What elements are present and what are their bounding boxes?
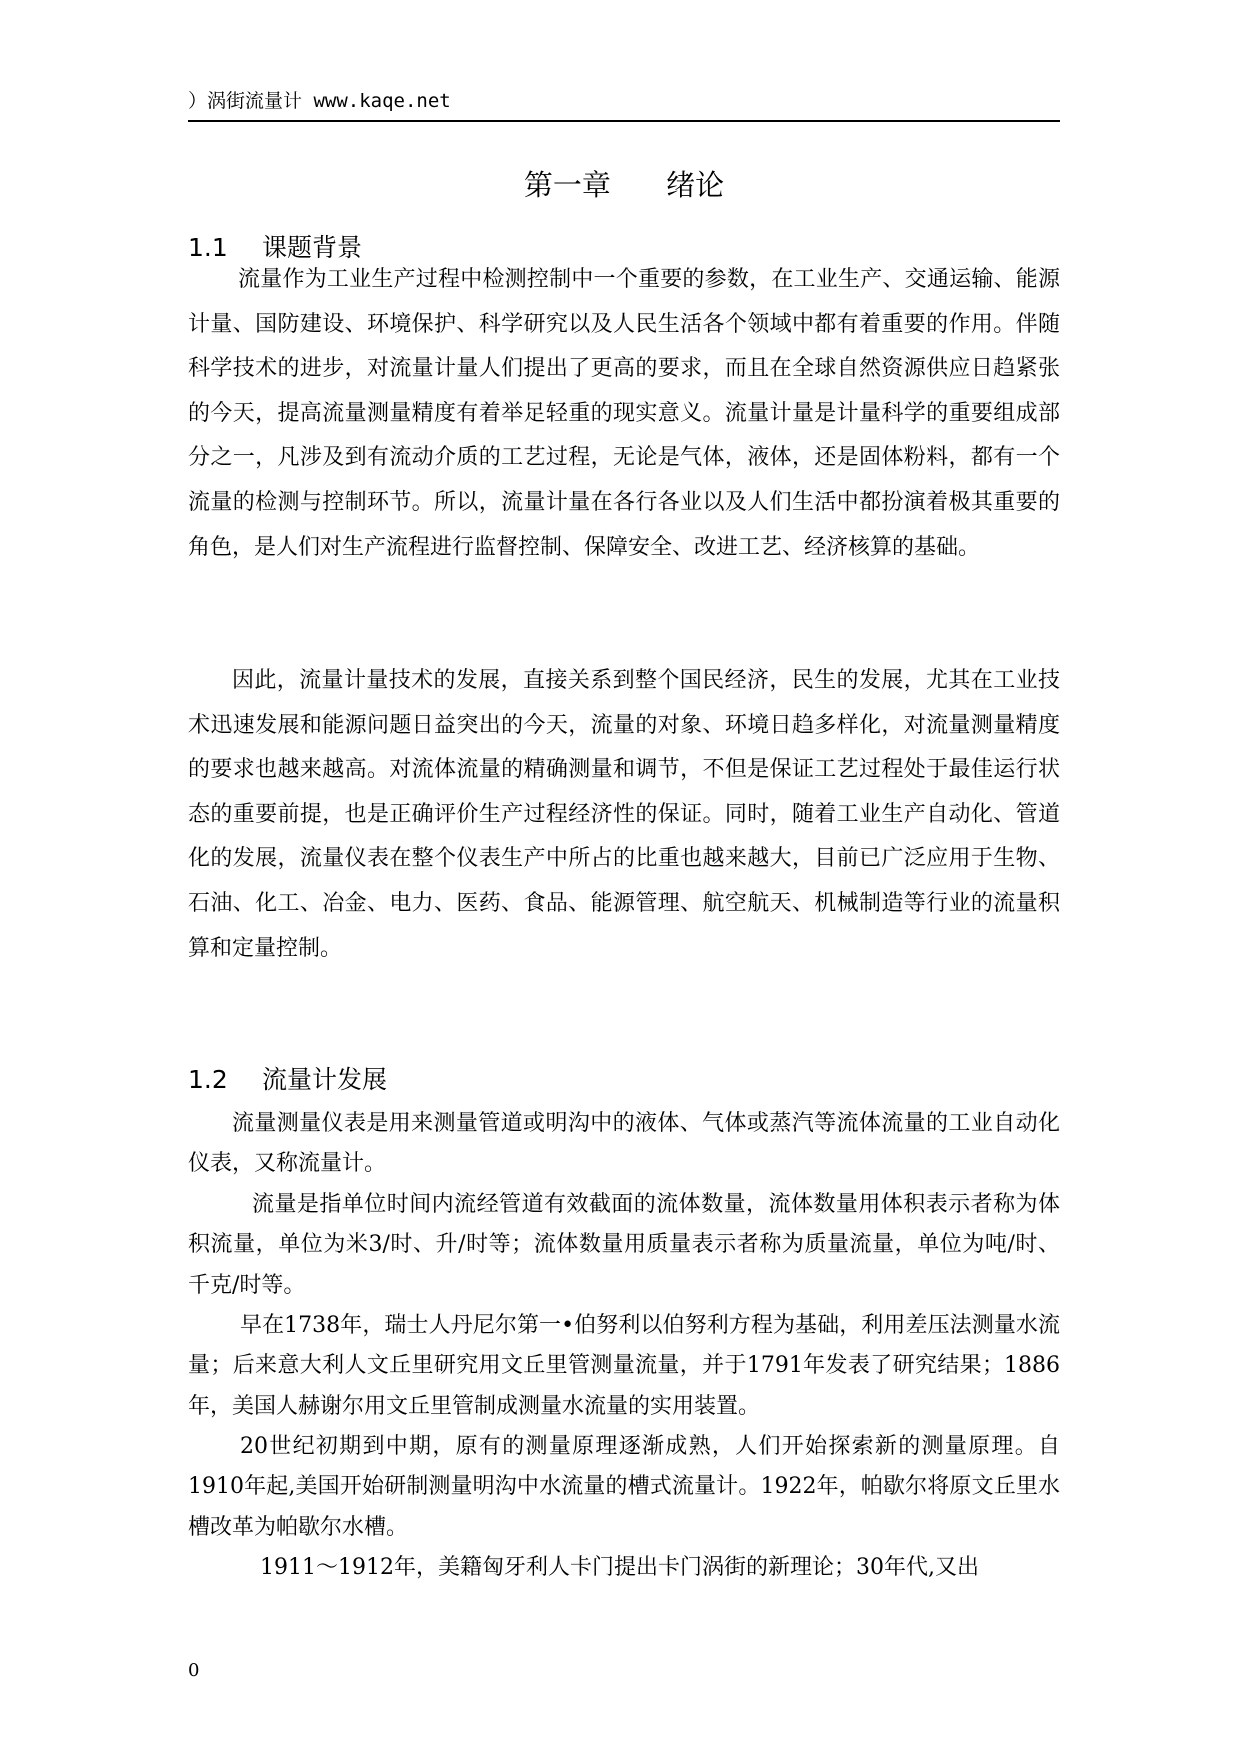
chapter-title: 第一章 绪论 (523, 168, 725, 202)
page-number: 0 (188, 1660, 200, 1681)
section-heading-1-2 (188, 1062, 387, 1098)
section-title: 流量计发展 (262, 1065, 388, 1094)
paragraph: 早在1738年，瑞士人丹尼尔第一•伯努利以伯努利方程为基础，利用差压法测量水流量；后来意大利人文丘里研究用文丘里管测量流量，并于1791年发表了研究结果；1886年，美国人赫谢尔用文丘里管制成测量水流量的实用装置。 (188, 1313, 1060, 1419)
paragraph: 20世纪初期到中期，原有的测量原理逐渐成熟，人们开始探索新的测量原理。自1910年起,美国开始研制测量明沟中水流量的槽式流量计。1922年，帕歇尔将原文丘里水槽改革为帕歇尔水槽。 (188, 1434, 1060, 1540)
section-title: 课题背景 (262, 233, 363, 262)
paragraph: 流量测量仪表是用来测量管道或明沟中的液体、气体或蒸汽等流体流量的工业自动化仪表，又称流量计。 (188, 1111, 1060, 1177)
paragraph: 流量是指单位时间内流经管道有效截面的流体数量，流体数量用体积表示者称为体积流量，单位为米3/时、升/时等；流体数量用质量表示者称为质量流量，单位为吨/时、千克/时等。 (188, 1192, 1060, 1298)
paragraph: 因此，流量计量技术的发展，直接关系到整个国民经济，民生的发展，尤其在工业技术迅速发展和能源问题日益突出的今天，流量的对象、环境日趋多样化，对流量测量精度的要求也越来越高。对流体流量的精确测量和调节，不但是保证工艺过程处于最佳运行状态的重要前提，也是正确评价生产过程经济性的保证。同时，随着工业生产自动化、管道化的发展，流量仪表在整个仪表生产中所占的比重也越来越大，目前已广泛应用于生物、石油、化工、冶金、电力、医药、食品、能源管理、航空航天、机械制造等行业的流量积算和定量控制。 (188, 668, 1060, 961)
running-header (188, 86, 1060, 122)
paragraph: 1911～1912年，美籍匈牙利人卡门提出卡门涡街的新理论；30年代,又出 (260, 1555, 979, 1580)
section-number: 1.1 (188, 233, 228, 262)
paragraph: 流量作为工业生产过程中检测控制中一个重要的参数，在工业生产、交通运输、能源计量、国防建设、环境保护、科学研究以及人民生活各个领域中都有着重要的作用。伴随科学技术的进步，对流量计量人们提出了更高的要求，而且在全球自然资源供应日趋紧张的今天，提高流量测量精度有着举足轻重的现实意义。流量计量是计量科学的重要组成部分之一，凡涉及到有流动介质的工艺过程，无论是气体，液体，还是固体粉料，都有一个流量的检测与控制环节。所以，流量计量在各行各业以及人们生活中都扮演着极其重要的角色，是人们对生产流程进行监督控制、保障安全、改进工艺、经济核算的基础。 (188, 267, 1060, 560)
section-number: 1.2 (188, 1065, 228, 1094)
header-text: ）涡街流量计 www.kaqe.net (188, 90, 451, 112)
